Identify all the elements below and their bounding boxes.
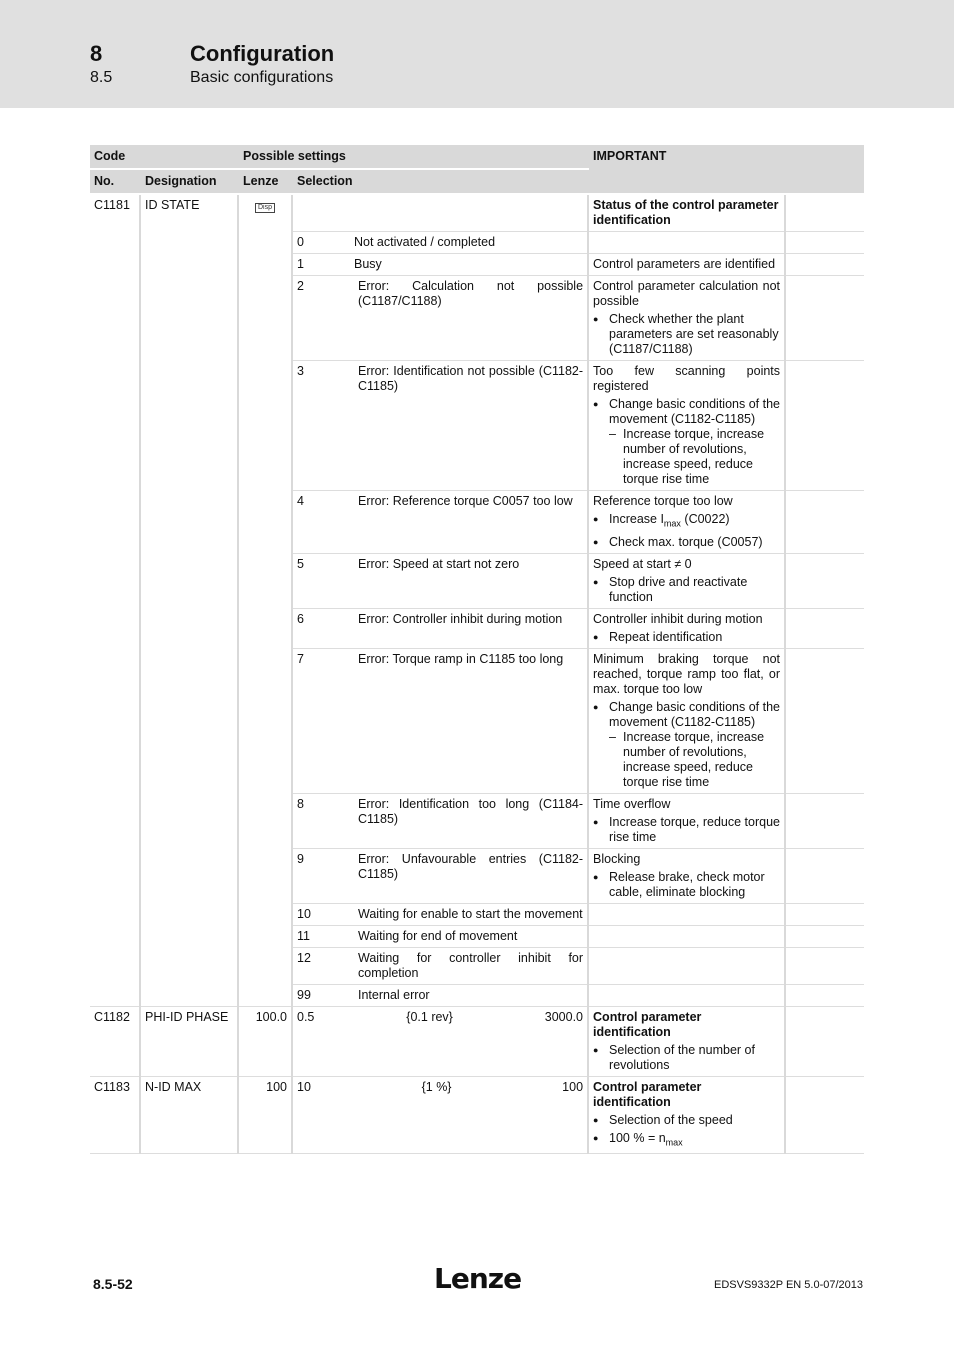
selection-text: Waiting for end of movement (354, 925, 588, 947)
lenze-value: 100 (238, 1076, 292, 1154)
selection-text: Error: Speed at start not zero (354, 553, 588, 608)
range-unit: {0.1 rev} (406, 1009, 453, 1024)
range-max: 100 (562, 1079, 584, 1094)
section-title: Basic configurations (190, 69, 334, 86)
selection-text: Error: Calculation not possible (C1187/C1188) (354, 276, 588, 361)
important-bullet: ● Increase torque, reduce torque rise time (593, 815, 780, 845)
important-bullet (593, 512, 780, 532)
important-text (588, 608, 785, 648)
lenze-value: 100.0 (238, 1006, 292, 1076)
selection-value: 3 (292, 361, 354, 491)
table-row (90, 1006, 864, 1076)
selection-text: Error: Reference torque C0057 too low (354, 491, 588, 554)
important-text (588, 1006, 785, 1076)
important-text: Control parameters are identified (588, 254, 785, 276)
page-header (0, 0, 954, 108)
selection-value: 8 (292, 793, 354, 848)
selection-value: 7 (292, 648, 354, 793)
important-dash: – Increase torque, increase number of revolutions, increase speed, reduce torque rise time (593, 730, 780, 790)
important-text (588, 491, 785, 554)
spacer-cell (785, 361, 864, 491)
selection-cell (292, 194, 588, 232)
spacer-cell (785, 254, 864, 276)
header-designation: Designation (140, 169, 238, 194)
header-important: IMPORTANT (588, 145, 864, 194)
table-row (90, 1076, 864, 1154)
important-bullet (593, 1131, 780, 1151)
important-text (588, 648, 785, 793)
code-designation: ID STATE (140, 194, 238, 1006)
important-title: Control parameter identification (593, 1079, 702, 1109)
important-text (588, 1076, 785, 1154)
bullet-subscript: max (665, 1137, 683, 1147)
selection-value: 9 (292, 848, 354, 903)
selection-text: Error: Unfavourable entries (C1182-C1185) (354, 848, 588, 903)
selection-text: Waiting for enable to start the movement (354, 903, 588, 925)
important-dash: – Increase torque, increase number of revolutions, increase speed, reduce torque rise time (593, 427, 780, 487)
selection-range (292, 1076, 588, 1154)
header-selection: Selection (292, 169, 588, 194)
spacer-cell (785, 648, 864, 793)
important-bullet: ● Check whether the plant parameters are set reasonably (C1187/C1188) (593, 312, 780, 357)
important-text (588, 925, 785, 947)
bullet-subscript: max (663, 518, 681, 529)
spacer-cell (785, 925, 864, 947)
spacer-cell (785, 491, 864, 554)
table-row (90, 194, 864, 232)
important-heading: Blocking (593, 851, 641, 866)
code-designation: PHI-ID PHASE (140, 1006, 238, 1076)
lenze-value (238, 194, 292, 1006)
selection-value: 11 (292, 925, 354, 947)
important-bullet: ● Stop drive and reactivate function (593, 575, 780, 605)
selection-text: Error: Identification too long (C1184-C1185) (354, 793, 588, 848)
important-heading: Reference torque too low (593, 494, 733, 508)
important-text (588, 232, 785, 254)
spacer-cell (785, 1076, 864, 1154)
spacer-cell (785, 232, 864, 254)
selection-value: 4 (292, 491, 354, 554)
spacer-cell (785, 553, 864, 608)
important-heading: Control parameter calculation not possible (593, 279, 781, 308)
important-heading: Minimum braking torque not reached, torque ramp too flat, or max. torque too low (593, 651, 781, 696)
important-bullet: ● Selection of the speed (593, 1113, 780, 1128)
selection-text: Waiting for controller inhibit for completion (354, 947, 588, 984)
important-text (588, 984, 785, 1006)
chapter-number: 8 (90, 41, 103, 66)
lenze-logo: Lenze (434, 1262, 522, 1295)
document-id: EDSVS9332P EN 5.0-07/2013 (713, 1279, 863, 1291)
selection-value: 6 (292, 608, 354, 648)
code-designation: N-ID MAX (140, 1076, 238, 1154)
important-bullet: ● Change basic conditions of the movement (C1182-C1185) (593, 700, 780, 730)
spacer-cell (785, 947, 864, 984)
selection-text: Error: Torque ramp in C1185 too long (354, 648, 588, 793)
bullet-text: Increase I (609, 512, 664, 526)
bullet-text: 100 % = n (609, 1130, 666, 1145)
table-header-row-1 (90, 145, 864, 169)
spacer-cell (785, 848, 864, 903)
important-title: Control parameter identification (593, 1009, 702, 1039)
header-code: Code (90, 145, 238, 169)
important-bullet: ● Repeat identification (593, 630, 780, 645)
important-text (588, 361, 785, 491)
important-text (588, 553, 785, 608)
important-heading: Speed at start ≠ 0 (593, 556, 692, 571)
important-bullet: ● Change basic conditions of the movement (C1182-C1185) (593, 397, 780, 427)
selection-value: 10 (292, 903, 354, 925)
selection-text: Busy (354, 254, 588, 276)
bullet-text: (C0022) (680, 512, 730, 526)
important-bullet: ● Selection of the number of revolutions (593, 1043, 780, 1073)
spacer-cell (785, 608, 864, 648)
spacer-cell (785, 984, 864, 1006)
selection-text: Not activated / completed (354, 232, 588, 254)
parameter-table (90, 145, 864, 1154)
code-number: C1181 (90, 194, 140, 1006)
spacer-cell (785, 903, 864, 925)
important-text (588, 276, 785, 361)
range-min: 0.5 (297, 1009, 315, 1024)
important-text (588, 793, 785, 848)
important-text (588, 947, 785, 984)
header-no: No. (90, 169, 140, 194)
selection-value: 5 (292, 553, 354, 608)
header-possible-settings: Possible settings (238, 145, 588, 169)
code-number: C1182 (90, 1006, 140, 1076)
spacer-cell (785, 1006, 864, 1076)
selection-range (292, 1006, 588, 1076)
important-title: Status of the control parameter identification (588, 194, 785, 232)
selection-text: Error: Controller inhibit during motion (354, 608, 588, 648)
selection-text: Error: Identification not possible (C1182-C1185) (354, 361, 588, 491)
important-text (588, 903, 785, 925)
important-heading: Controller inhibit during motion (593, 611, 763, 626)
chapter-title: Configuration (190, 41, 335, 66)
selection-value: 12 (292, 947, 354, 984)
spacer-cell (785, 276, 864, 361)
important-text (588, 848, 785, 903)
page-number: 8.5-52 (93, 1276, 133, 1292)
important-heading: Too few scanning points registered (593, 364, 781, 393)
important-heading: Time overflow (593, 796, 671, 811)
selection-text: Internal error (354, 984, 588, 1006)
important-bullet: ● Release brake, check motor cable, eliminate blocking (593, 870, 780, 900)
selection-value: 1 (292, 254, 354, 276)
display-only-badge: Disp (255, 203, 275, 213)
range-min: 10 (297, 1079, 311, 1094)
range-unit: {1 %} (421, 1079, 452, 1094)
selection-value: 99 (292, 984, 354, 1006)
spacer-cell (785, 194, 864, 232)
section-number: 8.5 (90, 69, 113, 86)
header-lenze: Lenze (238, 169, 292, 194)
selection-value: 2 (292, 276, 354, 361)
range-max: 3000.0 (544, 1009, 584, 1024)
code-number: C1183 (90, 1076, 140, 1154)
spacer-cell (785, 793, 864, 848)
important-bullet: ● Check max. torque (C0057) (593, 535, 780, 550)
selection-value: 0 (292, 232, 354, 254)
